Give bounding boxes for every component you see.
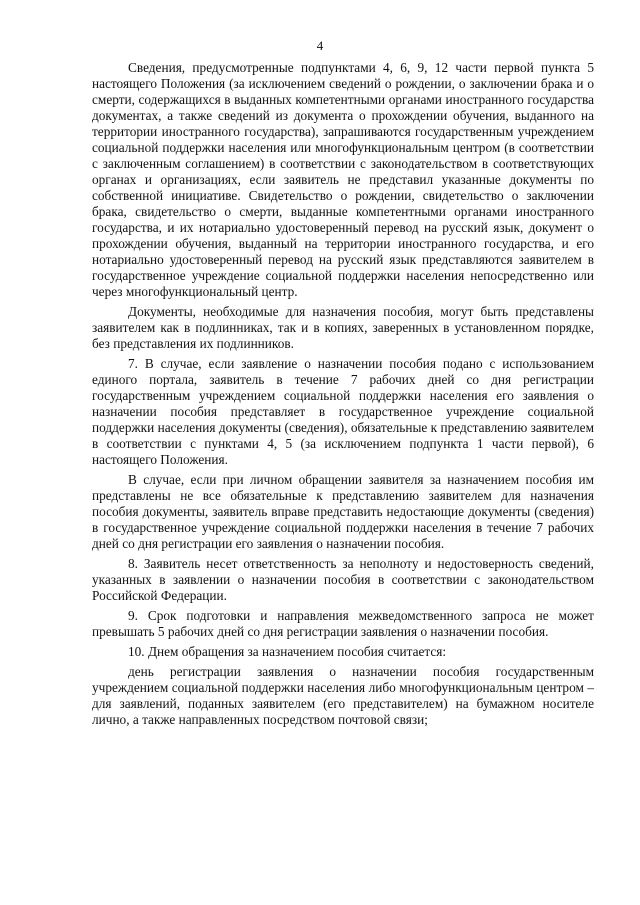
paragraph-registration-day: день регистрации заявления о назначении пособия государственным учреждением социальной поддержки населения либо многофункциональным центром – для заявлений, поданных заявителем (его представителем) на бумажном носителе лично, а также направленных посредством почтовой связи; — [92, 664, 594, 727]
paragraph-information-requests: Сведения, предусмотренные подпунктами 4, 6, 9, 12 части первой пункта 5 настоящего Положения (за исключением сведений о рождении, о заключении брака и о смерти, содержащихся в выданных компетентными органами иностранного государства документах, а также сведений из документа о прохождении обучения, выданного на территории иностранного государства), запрашиваются государственным учреждением социальной поддержки населения или многофункциональным центром (в соответствии с заключенным соглашением) в соответствии с законодательством в соответствующих органах и организациях, если заявитель не представил указанные документы по собственной инициативе. Свидетельство о рождении, свидетельство о заключении брака, свидетельство о смерти, выданные компетентными органами иностранного государства, и их нотариально удостоверенный перевод на русский язык, документ о прохождении обучения, выданный на территории иностранного государства, и его нотариально удостоверенный перевод на русский язык представляются заявителем в государственное учреждение социальной поддержки населения непосредственно или через многофункциональный центр. — [92, 60, 594, 299]
paragraph-item-7: 7. В случае, если заявление о назначении пособия подано с использованием единого портала, заявитель в течение 7 рабочих дней со дня регистрации государственным учреждением социальной поддержки населения его заявления о назначении пособия представляет в государственное учреждение социальной поддержки населения документы (сведения), обязательные к представлению заявителем в соответствии с пунктами 4, 5 (за исключением подпункта 1 части первой), 6 настоящего Положения. — [92, 356, 594, 467]
paragraph-item-8: 8. Заявитель несет ответственность за неполноту и недостоверность сведений, указанных в заявлении о назначении пособия в соответствии с законодательством Российской Федерации. — [92, 556, 594, 603]
paragraph-item-10: 10. Днем обращения за назначением пособия считается: — [128, 644, 447, 659]
page-number: 4 — [316, 38, 324, 53]
document-body — [92, 60, 594, 732]
paragraph-personal-application: В случае, если при личном обращении заявителя за назначением пособия им представлены не все обязательные к представлению заявителем для назначения пособия документы, заявитель вправе представить недостающие документы (сведения) в государственное учреждение социальной поддержки населения в течение 7 рабочих дней со дня регистрации его заявления о назначении пособия. — [92, 472, 594, 551]
paragraph-documents-originals-copies: Документы, необходимые для назначения пособия, могут быть представлены заявителем как в подлинниках, так и в копиях, заверенных в установленном порядке, без представления их подлинников. — [92, 304, 594, 351]
paragraph-item-9: 9. Срок подготовки и направления межведомственного запроса не может превышать 5 рабочих дней со дня регистрации заявления о назначении пособия. — [92, 608, 594, 639]
